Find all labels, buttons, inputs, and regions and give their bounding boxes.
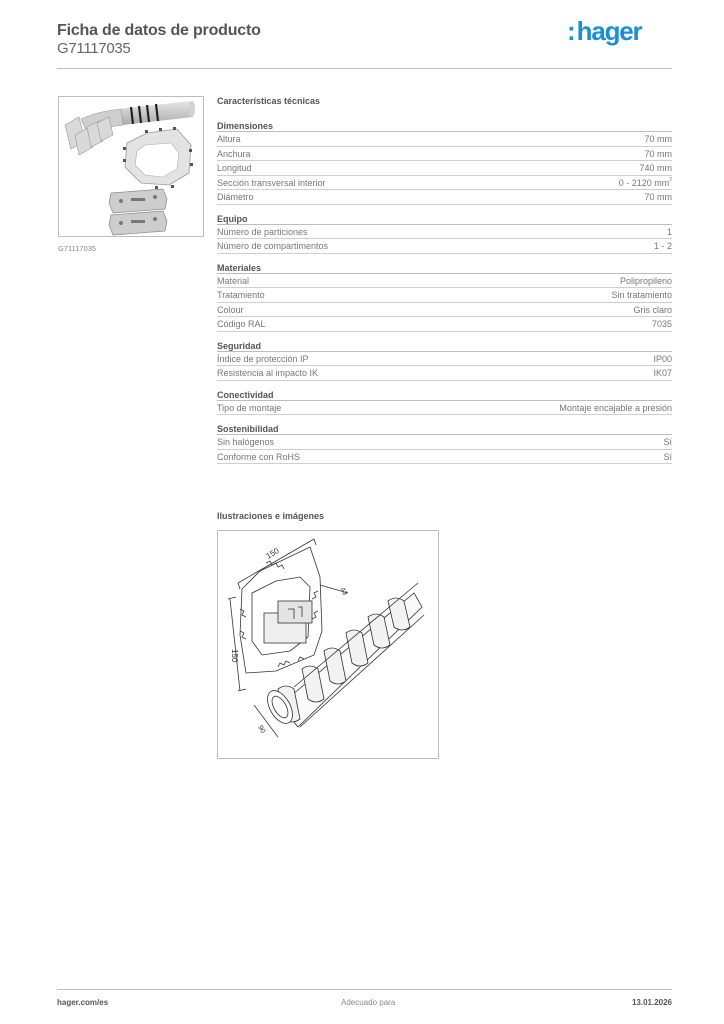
spec-row	[217, 288, 672, 303]
spec-label: Número de compartimentos	[217, 241, 329, 251]
spec-row	[217, 401, 672, 416]
spec-group-title: Materiales	[217, 262, 672, 274]
spec-value: 70 mm	[644, 192, 672, 202]
dimension-drawing-icon	[218, 531, 438, 758]
spec-value: Sí	[663, 437, 672, 447]
spec-row	[217, 366, 672, 381]
spec-label: Altura	[217, 134, 241, 144]
hager-logo: :hager	[567, 16, 642, 46]
spec-group	[217, 213, 672, 254]
unit-superscript: 2	[669, 176, 672, 183]
spec-value: 70 mm	[644, 134, 672, 144]
spec-row	[217, 450, 672, 465]
technical-specs	[217, 96, 672, 472]
footer-date: 13.01.2026	[631, 998, 672, 1007]
spec-label: Material	[217, 275, 250, 286]
spec-group-title: Dimensiones	[217, 120, 672, 132]
spec-row	[217, 161, 672, 176]
spec-label: Longitud	[217, 163, 252, 173]
spec-value: IK07	[653, 368, 672, 378]
spec-group-title: Sostenibilidad	[217, 423, 672, 435]
product-photo-icon	[59, 97, 203, 236]
spec-row	[217, 147, 672, 162]
spec-value: Sin tratamiento	[611, 290, 672, 300]
spec-group	[217, 340, 672, 381]
footer-suitable-for: Adecuado para	[341, 998, 396, 1007]
spec-group-title: Seguridad	[217, 340, 672, 352]
spec-label: Anchura	[217, 148, 251, 159]
spec-value: Montaje encajable a presión	[559, 402, 672, 413]
spec-label: Tratamiento	[217, 290, 265, 300]
spec-row	[217, 132, 672, 147]
spec-row	[217, 352, 672, 367]
footer-divider	[57, 989, 672, 990]
spec-group-title: Equipo	[217, 213, 672, 225]
spec-label: Índice de protección IP	[217, 353, 309, 364]
spec-group	[217, 262, 672, 332]
header-divider	[57, 68, 672, 69]
spec-row	[217, 435, 672, 450]
spec-label: Sección transversal interior	[217, 177, 326, 188]
svg-text:90: 90	[256, 724, 267, 735]
spec-group	[217, 423, 672, 464]
spec-label: Conforme con RoHS	[217, 451, 301, 462]
svg-text:43: 43	[338, 586, 349, 597]
spec-label: Resistencia al impacto IK	[217, 368, 319, 378]
spec-value: 1	[666, 226, 672, 237]
footer-website-link[interactable]: hager.com/es	[57, 998, 109, 1007]
spec-label: Sin halógenos	[217, 437, 275, 447]
spec-row	[217, 225, 672, 240]
spec-row	[217, 176, 672, 191]
svg-text:150: 150	[230, 649, 239, 663]
spec-row	[217, 317, 672, 332]
spec-label: Colour	[217, 304, 244, 315]
spec-value: Gris claro	[633, 304, 672, 315]
illustrations-title: Ilustraciones e imágenes	[217, 511, 325, 521]
spec-row	[217, 190, 672, 205]
spec-label: Tipo de montaje	[217, 402, 282, 413]
product-image-caption: G71117035	[58, 244, 97, 253]
spec-value: 1 - 2	[653, 241, 672, 251]
product-image	[58, 96, 204, 237]
page-title: Ficha de datos de producto	[57, 22, 261, 39]
spec-group	[217, 389, 672, 416]
svg-text:150: 150	[264, 546, 281, 561]
spec-label: Código RAL	[217, 319, 266, 329]
spec-group-title: Conectividad	[217, 389, 672, 401]
spec-value: IP00	[653, 353, 672, 364]
spec-row	[217, 274, 672, 289]
dimension-drawing	[217, 530, 439, 759]
spec-group	[217, 120, 672, 205]
spec-label: Número de particiones	[217, 226, 308, 237]
spec-label: Diámetro	[217, 192, 254, 202]
spec-value: 740 mm	[639, 163, 672, 173]
spec-row	[217, 239, 672, 254]
spec-row	[217, 303, 672, 318]
spec-value: 70 mm	[644, 148, 672, 159]
specs-title: Características técnicas	[217, 96, 321, 106]
spec-value: 7035	[651, 319, 672, 329]
spec-value: 0 - 2120 $mm^2$	[618, 176, 672, 188]
spec-value: Polipropileno	[619, 275, 672, 286]
spec-value: Sí	[663, 451, 672, 462]
product-code: G71117035	[57, 40, 131, 57]
